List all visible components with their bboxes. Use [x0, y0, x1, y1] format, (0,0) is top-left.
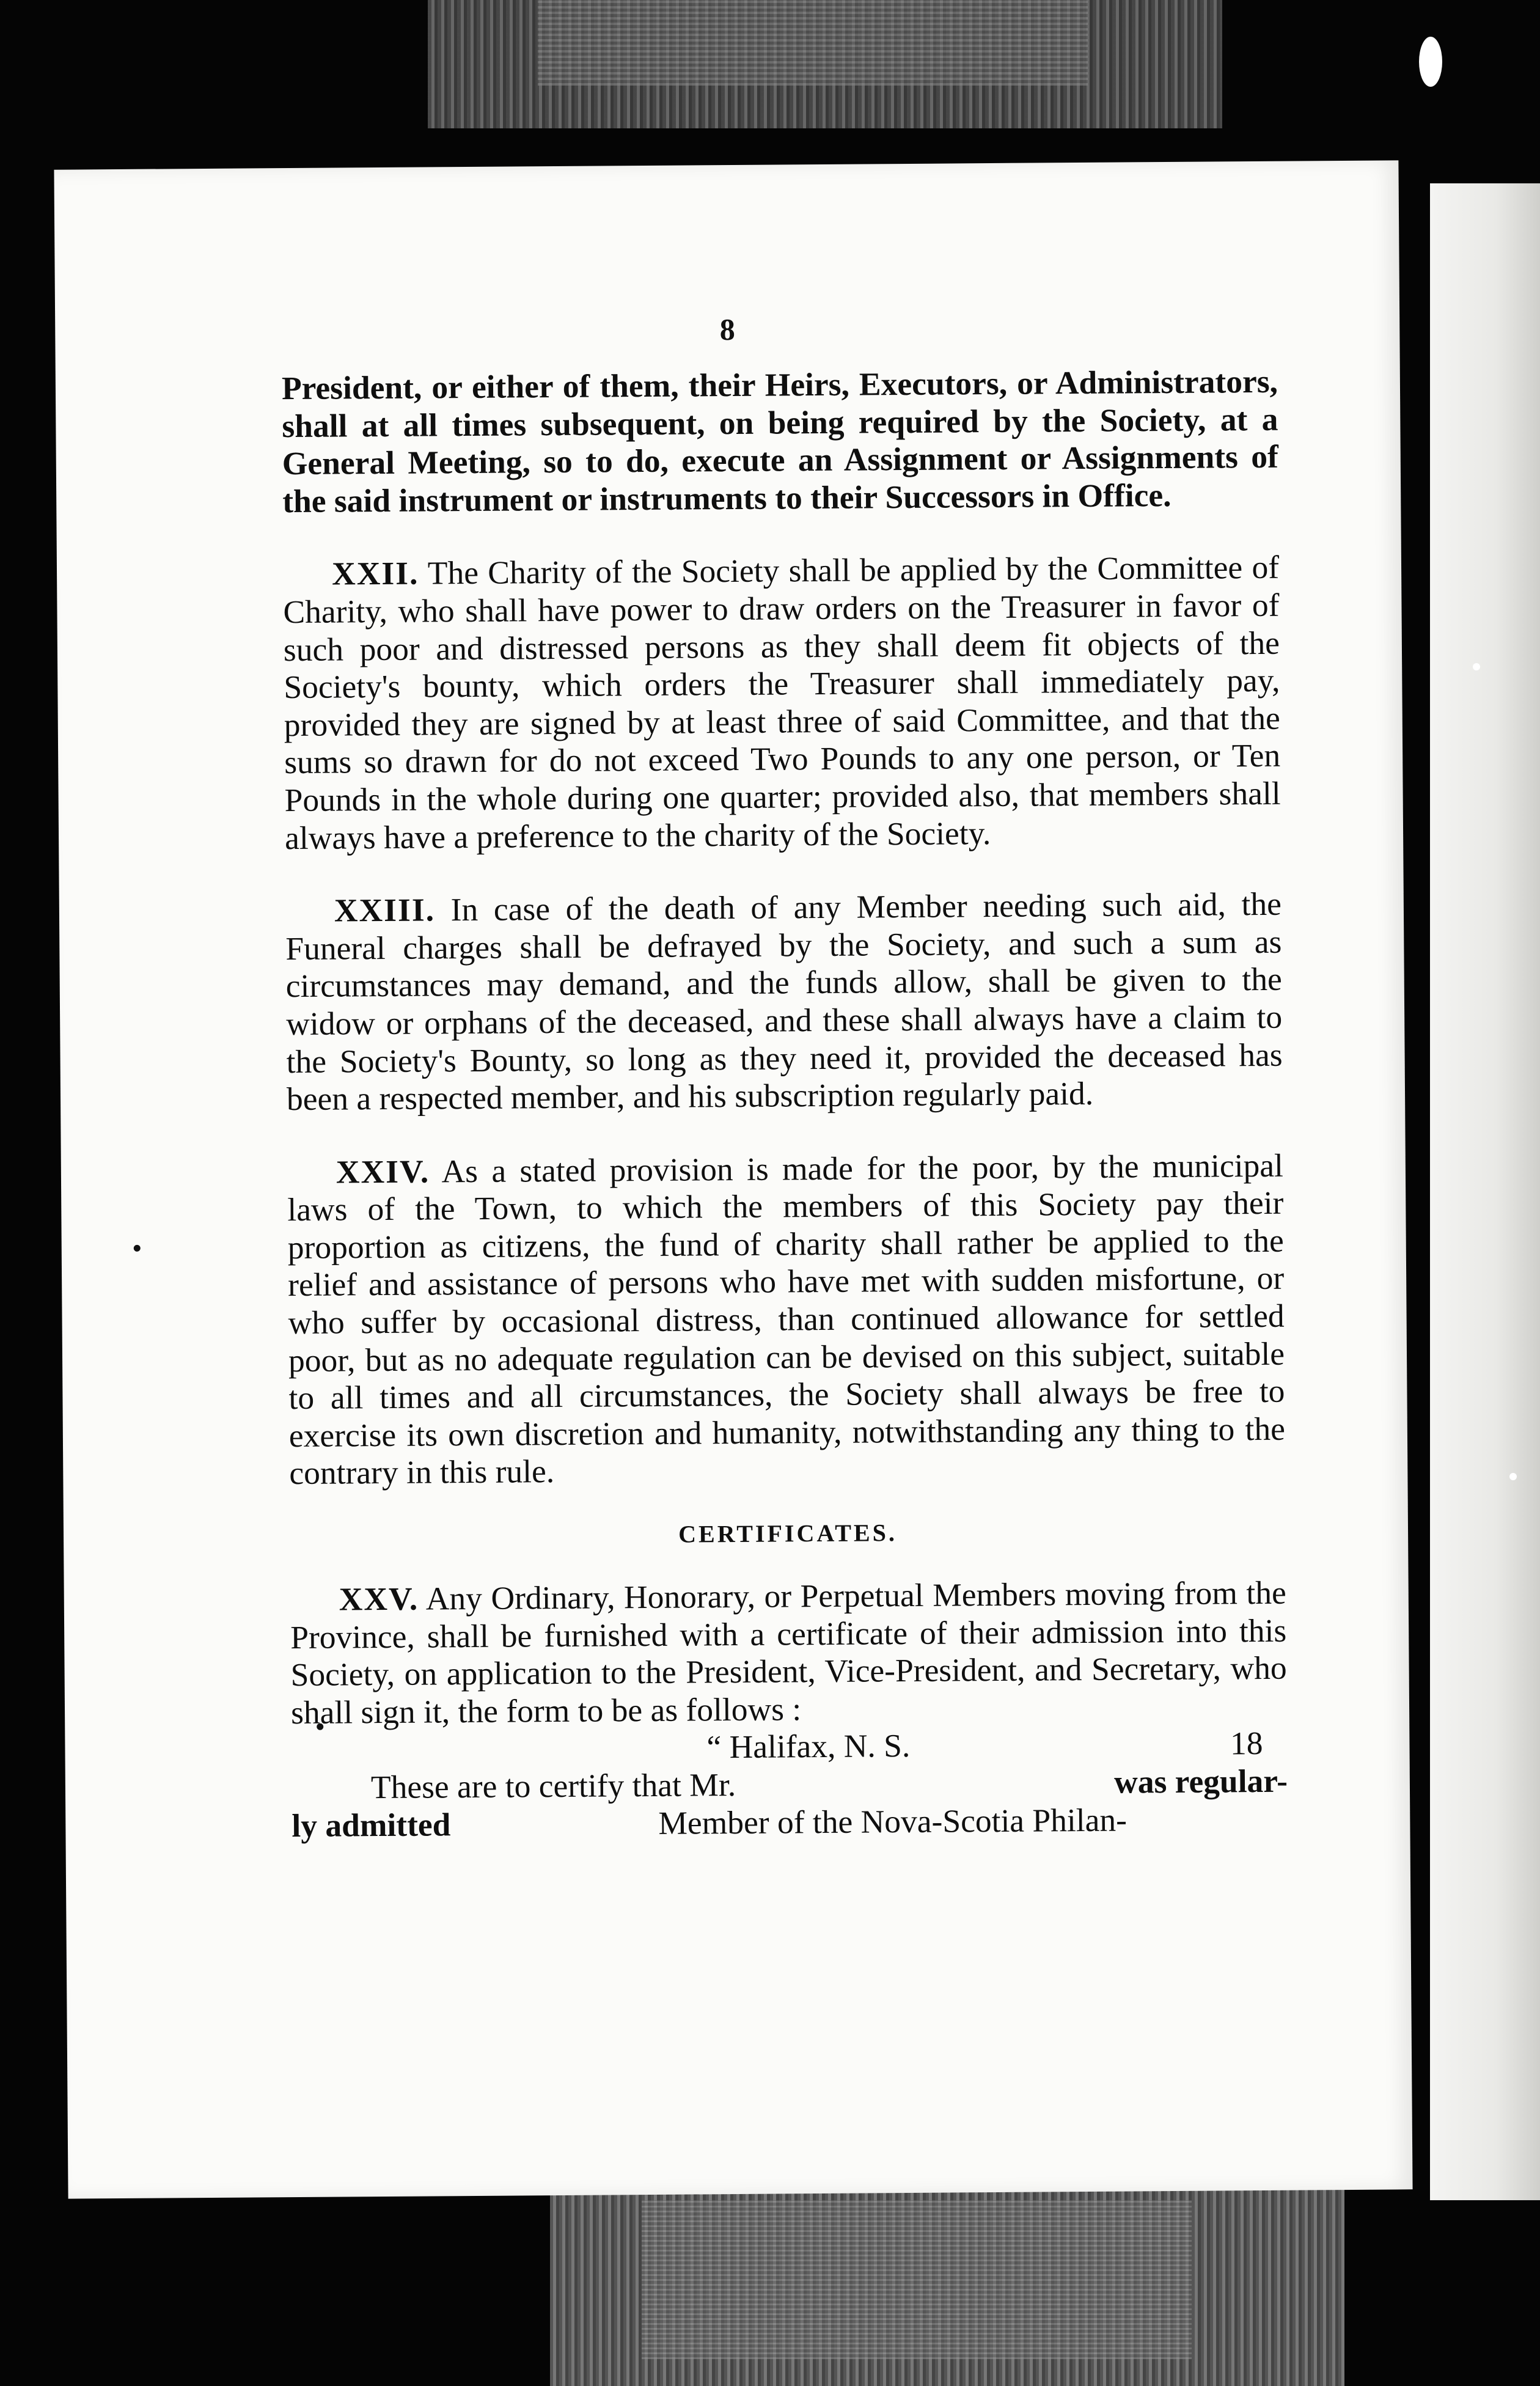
certificate-form-line [292, 1800, 1288, 1845]
certificate-form-dateline [291, 1725, 1287, 1769]
form-regular-text: was regular- [1113, 1762, 1288, 1801]
page-number: 8 [719, 312, 735, 347]
article-number: XXV. [339, 1580, 419, 1618]
paragraph-xxiii [285, 886, 1283, 1118]
document-page [54, 160, 1412, 2198]
form-member-text: Member of the Nova-Scotia Philan- [658, 1801, 1128, 1841]
scan-blot [1419, 37, 1442, 87]
top-page-edge-texture [538, 0, 1088, 86]
article-number: XXII. [331, 554, 419, 592]
bottom-page-edge-texture [642, 2200, 1192, 2359]
paragraph-xxii [283, 549, 1281, 857]
form-certify-text: These are to certify that Mr. [370, 1766, 736, 1806]
body-text [282, 363, 1288, 1845]
scan-speck [1509, 1473, 1517, 1480]
form-place: “ Halifax, N. S. [706, 1727, 911, 1766]
paragraph-continuation: President, or either of them, their Heirs, Executors, or Administrators, shall at all times subsequent, on being required by the Society, at a General Meeting, so to do, execute an Assignment or Assignments of the said instrument or instruments to their Successors in Office. [281, 362, 1278, 519]
adjacent-page-strip [1430, 183, 1540, 2200]
article-text: In case of the death of any Member needing such aid, the Funeral charges shall be defrayed by the Society, and such a sum as circumstances may demand, and the funds allow, shall be given to the widow or orphans of the deceased, and these shall always have a claim to the Society's Bounty, so long as they need it, provided the deceased has been a respected member, and his subscription regularly paid. [285, 885, 1283, 1118]
section-heading: CERTIFICATES. [678, 1519, 898, 1548]
margin-dot [134, 1245, 141, 1252]
form-admitted-text: ly admitted [292, 1805, 451, 1844]
article-number: XXIV. [336, 1153, 430, 1191]
article-number: XXIII. [334, 891, 436, 929]
article-text: The Charity of the Society shall be applied by the Committee of Charity, who shall have power to draw orders on the Treasurer in favor of such poor and distressed persons as they shall deem fit objects of the Society's bounty, which orders the Treasurer shall immediately pay, provided they are signed by at least three of said Committee, and that the sums so drawn for do not exceed Two Pounds to any one person, or Ten Pounds in the whole during one quarter; provided also, that members shall always have a preference to the charity of the Society. [283, 549, 1281, 856]
article-text: As a stated provision is made for the poor, by the municipal laws of the Town, to which the members of this Society pay their proportion as citizens, the fund of charity shall rather be applied to the relief and assistance of persons who have met with sudden misfortune, or who suffer by occasional distress, than continued allowance for settled poor, but as no adequate regulation can be devised on this subject, suitable to all times and all circumstances, the Society shall always be free to exercise its own discretion and humanity, notwithstanding any thing to the contrary in this rule. [287, 1147, 1286, 1492]
scan-speck [1473, 663, 1480, 670]
certificate-form-line [292, 1763, 1288, 1807]
paragraph-xxiv [287, 1147, 1286, 1492]
article-text: Any Ordinary, Honorary, or Perpetual Members moving from the Province, shall be furnished with a certificate of their admission into this Society, on application to the President, Vice-President, and Secretary, who shall sign it, the form to be as follows : [290, 1574, 1287, 1731]
form-year: 18 [1230, 1725, 1263, 1762]
paragraph-xxv [290, 1574, 1288, 1732]
